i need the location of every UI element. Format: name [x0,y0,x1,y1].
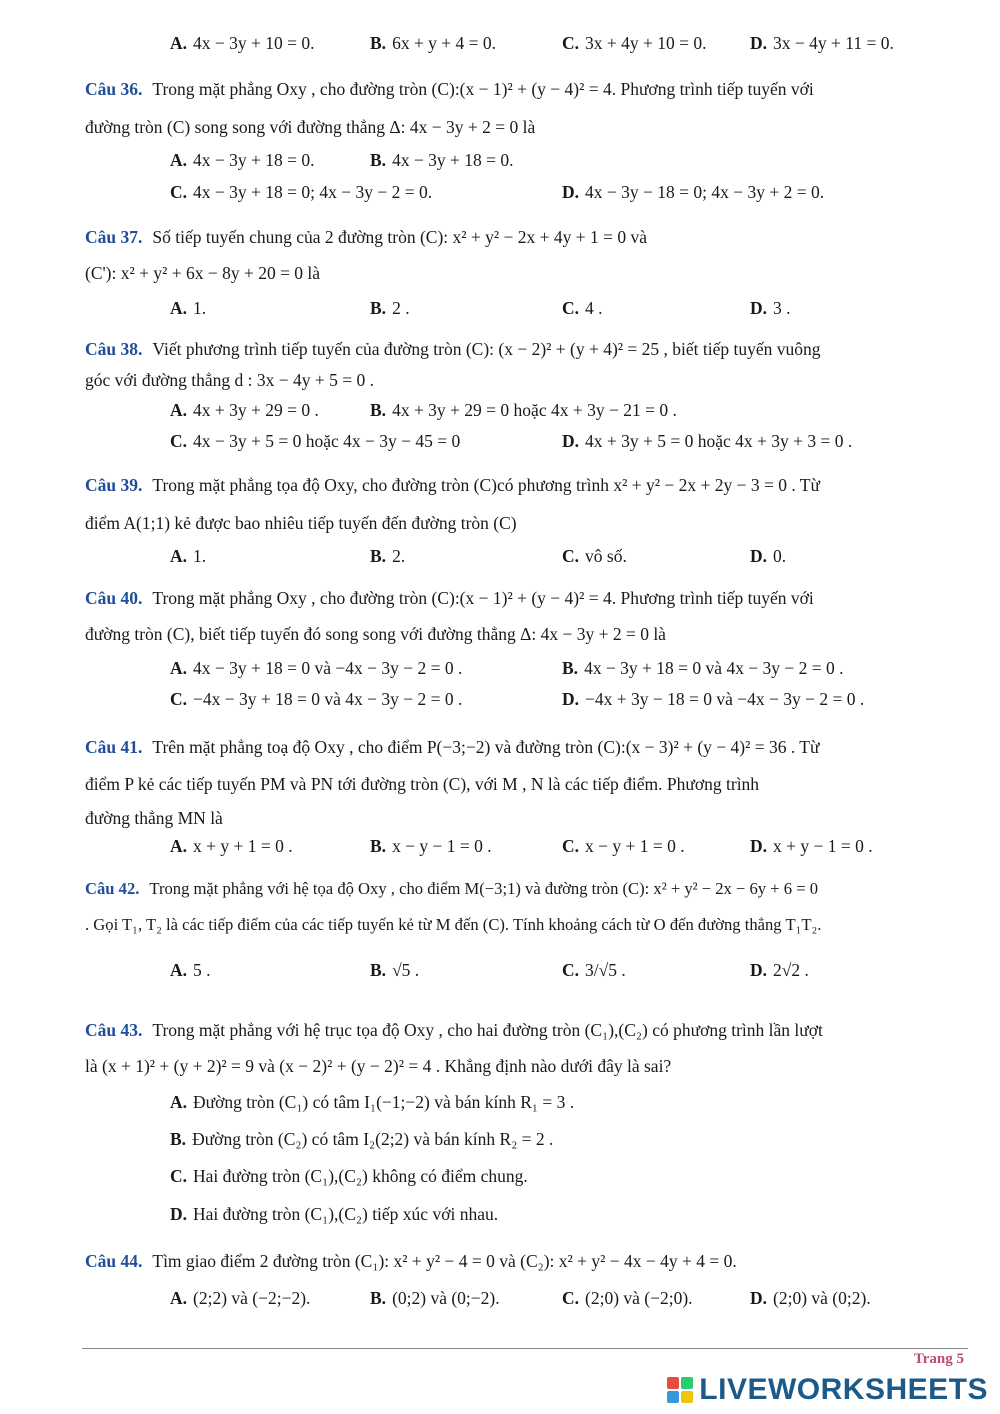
question-42-text-cont: . Gọi T₁, T₂ là các tiếp điểm của các tiếp tuyến kẻ từ M đến (C). Tính khoảng cách từ O đến đường thẳng T₁T₂. [85,915,822,934]
q41-option-c[interactable]: C. x − y + 1 = 0 . [562,836,685,856]
q42-option-d[interactable]: D. 2√2 . [750,960,809,980]
q44-option-c[interactable]: C. (2;0) và (−2;0). [562,1288,693,1308]
question-37-text-cont: (C'): x² + y² + 6x − 8y + 20 = 0 là [85,263,321,283]
question-label: Câu 40. [85,588,143,608]
question-label: Câu 37. [85,227,143,247]
q40-option-c[interactable]: C. −4x − 3y + 18 = 0 và 4x − 3y − 2 = 0 . [170,689,463,709]
page-number: Trang 5 [913,1351,964,1367]
logo-grid-icon [667,1377,693,1403]
q43-option-a[interactable]: A. Đường tròn (C₁) có tâm I₁(−1;−2) và bán kính R₁ = 3 . [170,1092,575,1112]
question-42-text: Câu 42. Trong mặt phẳng với hệ tọa độ Oxy , cho điểm M(−3;1) và đường tròn (C): x² + y² − 2x − 6y + 6 = 0 [85,879,819,898]
q36-option-d[interactable]: D. 4x − 3y − 18 = 0; 4x − 3y + 2 = 0. [562,182,825,202]
question-label: Câu 36. [85,79,143,99]
q44-option-a[interactable]: A. (2;2) và (−2;−2). [170,1288,311,1308]
q37-option-d[interactable]: D. 3 . [750,298,791,318]
question-41-text-cont: điểm P kẻ các tiếp tuyến PM và PN tới đường tròn (C), với M , N là các tiếp điểm. Phương trình [85,774,760,794]
option-d[interactable]: D. 3x − 4y + 11 = 0. [750,33,894,53]
question-label: Câu 44. [85,1251,143,1271]
question-39-text: Câu 39. Trong mặt phẳng tọa độ Oxy, cho đường tròn (C)có phương trình x² + y² − 2x + 2y − 3 = 0 . Từ [85,475,820,495]
q37-option-c[interactable]: C. 4 . [562,298,603,318]
question-label: Câu 41. [85,737,143,757]
q41-option-d[interactable]: D. x + y − 1 = 0 . [750,836,873,856]
question-43-text-cont: là (x + 1)² + (y + 2)² = 9 và (x − 2)² + (y − 2)² = 4 . Khẳng định nào dưới đây là sai? [85,1056,672,1076]
q41-option-b[interactable]: B. x − y − 1 = 0 . [370,836,492,856]
option-b[interactable]: B. 6x + y + 4 = 0. [370,33,497,53]
q39-option-d[interactable]: D. 0. [750,546,787,566]
question-41-text-cont2: đường thẳng MN là [85,808,223,828]
q44-option-b[interactable]: B. (0;2) và (0;−2). [370,1288,500,1308]
q39-option-a[interactable]: A. 1. [170,546,207,566]
q37-option-a[interactable]: A. 1. [170,298,207,318]
question-label: Câu 43. [85,1020,143,1040]
q44-option-d[interactable]: D. (2;0) và (0;2). [750,1288,871,1308]
option-a[interactable]: A. 4x − 3y + 10 = 0. [170,33,315,53]
q36-option-b[interactable]: B. 4x − 3y + 18 = 0. [370,150,514,170]
question-38-text: Câu 38. Viết phương trình tiếp tuyến của đường tròn (C): (x − 2)² + (y + 4)² = 25 , biết tiếp tuyến vuông [85,339,821,359]
question-41-text: Câu 41. Trên mặt phẳng toạ độ Oxy , cho điểm P(−3;−2) và đường tròn (C):(x − 3)² + (y − 4)² = 36 . Từ [85,737,820,757]
q38-option-b[interactable]: B. 4x + 3y + 29 = 0 hoặc 4x + 3y − 21 = 0 . [370,400,677,420]
question-44-text: Câu 44. Tìm giao điểm 2 đường tròn (C₁): x² + y² − 4 = 0 và (C₂): x² + y² − 4x − 4y + 4 = 0. [85,1251,737,1271]
q38-option-c[interactable]: C. 4x − 3y + 5 = 0 hoặc 4x − 3y − 45 = 0 [170,431,461,451]
q38-option-a[interactable]: A. 4x + 3y + 29 = 0 . [170,400,319,420]
q42-option-b[interactable]: B. √5 . [370,960,420,980]
liveworksheets-logo[interactable] [667,1372,988,1408]
q37-option-b[interactable]: B. 2 . [370,298,410,318]
question-36-text-cont: đường tròn (C) song song với đường thẳng Δ: 4x − 3y + 2 = 0 là [85,117,536,137]
q36-option-a[interactable]: A. 4x − 3y + 18 = 0. [170,150,315,170]
q39-option-b[interactable]: B. 2. [370,546,406,566]
question-40-text-cont: đường tròn (C), biết tiếp tuyến đó song song với đường thẳng Δ: 4x − 3y + 2 = 0 là [85,624,666,644]
question-38-text-cont: góc với đường thẳng d : 3x − 4y + 5 = 0 . [85,370,374,390]
question-36-text: Câu 36. Trong mặt phẳng Oxy , cho đường tròn (C):(x − 1)² + (y − 4)² = 4. Phương trình tiếp tuyến với [85,79,814,99]
option-c[interactable]: C. 3x + 4y + 10 = 0. [562,33,707,53]
question-39-text-cont: điểm A(1;1) kẻ được bao nhiêu tiếp tuyến đến đường tròn (C) [85,513,517,533]
q43-option-d[interactable]: D. Hai đường tròn (C₁),(C₂) tiếp xúc với nhau. [170,1204,499,1224]
q39-option-c[interactable]: C. vô số. [562,546,627,566]
q36-option-c[interactable]: C. 4x − 3y + 18 = 0; 4x − 3y − 2 = 0. [170,182,433,202]
question-37-text: Câu 37. Số tiếp tuyến chung của 2 đường tròn (C): x² + y² − 2x + 4y + 1 = 0 và [85,227,648,247]
q40-option-a[interactable]: A. 4x − 3y + 18 = 0 và −4x − 3y − 2 = 0 . [170,658,463,678]
q42-option-a[interactable]: A. 5 . [170,960,211,980]
brand-name: LIVEWORKSHEETS [699,1373,988,1406]
q38-option-d[interactable]: D. 4x + 3y + 5 = 0 hoặc 4x + 3y + 3 = 0 . [562,431,853,451]
question-label: Câu 42. [85,879,140,898]
q41-option-a[interactable]: A. x + y + 1 = 0 . [170,836,293,856]
q43-option-b[interactable]: B. Đường tròn (C₂) có tâm I₂(2;2) và bán kính R₂ = 2 . [170,1129,554,1149]
q40-option-b[interactable]: B. 4x − 3y + 18 = 0 và 4x − 3y − 2 = 0 . [562,658,844,678]
question-43-text: Câu 43. Trong mặt phẳng với hệ trục tọa độ Oxy , cho hai đường tròn (C₁),(C₂) có phương trình lần lượt [85,1020,823,1040]
q42-option-c[interactable]: C. 3/√5 . [562,960,626,980]
question-label: Câu 39. [85,475,143,495]
question-label: Câu 38. [85,339,143,359]
q43-option-c[interactable]: C. Hai đường tròn (C₁),(C₂) không có điểm chung. [170,1166,528,1186]
question-40-text: Câu 40. Trong mặt phẳng Oxy , cho đường tròn (C):(x − 1)² + (y − 4)² = 4. Phương trình tiếp tuyến với [85,588,814,608]
footer-divider [82,1348,968,1349]
q40-option-d[interactable]: D. −4x + 3y − 18 = 0 và −4x − 3y − 2 = 0 . [562,689,865,709]
